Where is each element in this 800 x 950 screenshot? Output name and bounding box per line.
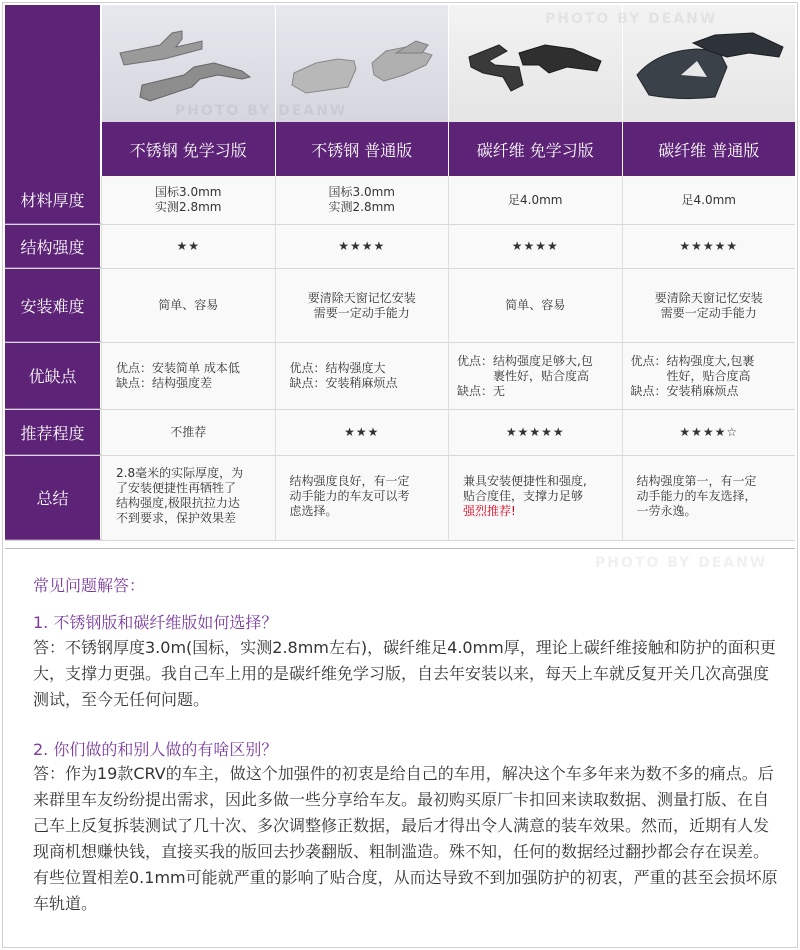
cell-text: 要清除天窗记忆安装 需要一定动手能力 [307,290,416,320]
table-cell [622,456,796,540]
rating-stars: ★★★★★ [622,225,796,268]
faq-question: 1. 不锈钢版和碳纤维版如何选择？ [33,613,278,632]
table-cell [101,176,275,224]
row-label: 材料厚度 [5,176,101,224]
faq-title: 常见问题解答： [33,576,146,595]
cell-text: 简单、容易 [158,298,219,312]
corner-cell [5,5,101,122]
faq-answer: 答：作为19款CRV的车主，做这个加强件的初衷是给自己的车用，解决这个车多年来为数不多的痛点。后来群里车友纷纷提出需求，因此多做一些分享给车友。最初购买原厂卡扣回来读取数据、测量打版、在自己车上反复拆装测试了几十次、多次调整修正数据，最后才得出令人满意的装车效果。然而，近期有人发现商机想赚快钱，直接买我的版回去抄袭翻版、粗制滥造。殊不知，任何的数据经过翻抄都会存在误差。有些位置相差0.1mm可能就严重的影响了贴合度，从而达导致不到加强防护的初衷，严重的甚至会损坏原车轨道。 [33,764,778,913]
column-header: 碳纤维 普通版 [622,122,796,176]
rating-stars: ★★★★☆ [622,410,796,455]
table-cell [101,456,275,540]
rating-stars: ★★ [101,225,275,268]
cell-text: 优点：结构强度足够大,包 裹性好，贴合度高 缺点：无 [457,353,593,398]
faq-answer: 答：不锈钢厚度3.0m(国标，实测2.8mm左右)，碳纤维足4.0mm厚，理论上碳纤维接触和防护的面积更大，支撑力更强。我自己车上用的是碳纤维免学习版，自去年安装以来，每天上车就反复开关几次高强度测试，至今无任何问题。 [33,638,776,709]
table-row [5,269,795,343]
cell-text: 优点：安装简单 成本低 缺点：结构强度差 [116,361,240,390]
table-cell [101,343,275,409]
row-label: 结构强度 [5,225,101,268]
table-cell [448,176,622,224]
rating-stars: ★★★★ [275,225,449,268]
corner-cell [5,122,101,176]
strong-recommend-text: 强烈推荐! [463,504,516,518]
rating-stars: ★★★★★ [448,410,622,455]
column-header: 碳纤维 免学习版 [448,122,622,176]
row-label: 安装难度 [5,269,101,342]
table-row [5,176,795,225]
column-header: 不锈钢 普通版 [275,122,449,176]
table-cell [275,456,449,540]
cell-text: 足4.0mm [508,192,563,207]
table-row [5,225,795,269]
cell-text: 2.8毫米的实际厚度，为 了安装便捷性再牺牲了 结构强度,极限抗拉力达 不到要求，保护效果差 [116,466,244,525]
cell-text: 足4.0mm [681,192,736,207]
faq-section [5,548,795,944]
photo-row [5,5,795,122]
table-cell [275,176,449,224]
cell-text: 要清除天窗记忆安装 需要一定动手能力 [654,290,763,320]
table-cell [101,269,275,342]
faq-question: 2. 你们做的和别人做的有啥区别？ [33,740,278,759]
row-label: 总结 [5,456,101,540]
rating-stars: ★★★ [275,410,449,455]
cell-text: 结构强度良好，有一定 动手能力的车友可以考 虑选择。 [289,474,410,518]
rating-stars: ★★★★ [448,225,622,268]
cell-text [463,474,587,519]
watermark-text: PHOTO BY DEANW [595,555,768,571]
column-header: 不锈钢 免学习版 [101,122,275,176]
table-cell [622,269,796,342]
header-row [5,122,795,176]
table-row [5,410,795,456]
cell-text: 兼具安装便捷性和强度, 贴合度佳，支撑力足够 [463,474,587,503]
watermark-text: PHOTO BY DEANW [175,103,348,119]
cell-text: 结构强度第一，有一定 动手能力的车友选择， 一劳永逸。 [636,474,757,518]
table-cell [448,343,622,409]
cell-text: 简单、容易 [505,298,566,312]
table-row [5,456,795,541]
table-cell [275,343,449,409]
comparison-table [5,5,795,541]
table-cell [622,176,796,224]
row-label: 优缺点 [5,343,101,409]
row-label: 推荐程度 [5,410,101,455]
table-cell [448,269,622,342]
table-cell [622,343,796,409]
table-row [5,343,795,410]
cell-text: 优点：结构强度大,包裹 性好，贴合度高 缺点：安装稍麻烦点 [630,353,755,398]
table-cell [448,456,622,540]
table-cell: 不推荐 [101,410,275,455]
table-cell [275,269,449,342]
watermark-text: PHOTO BY DEANW [545,11,718,27]
cell-text: 国标3.0mm 实测2.8mm [155,185,222,214]
cell-text: 优点：结构强度大 缺点：安装稍麻烦点 [289,361,398,390]
cell-text: 国标3.0mm 实测2.8mm [328,185,395,214]
